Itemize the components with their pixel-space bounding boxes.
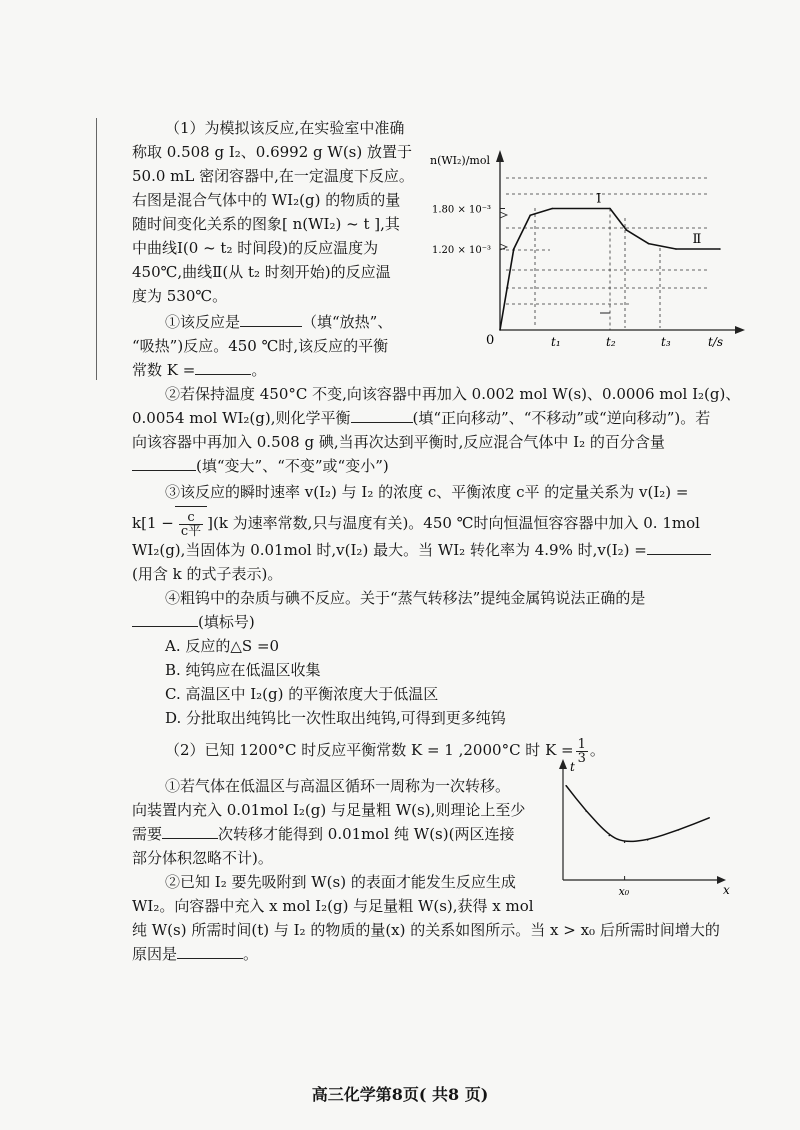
c1-point-1-1	[626, 229, 628, 231]
c1-origin: 0	[486, 333, 495, 348]
s2-text-a: 原因是	[132, 945, 178, 963]
s2-line-2: WI₂。向容器中充入 x mol I₂(g) 与足量粗 W(s),获得 x mol	[132, 897, 534, 915]
q1-text-a: ①该反应是	[165, 313, 241, 331]
q2-text-b: (填“正向移动”、“不移动”或“逆向移动”)。若	[412, 409, 711, 427]
q2-text-c: (填“变大”、“不变”或“变小”)	[196, 457, 389, 475]
c1-point-0-2	[529, 214, 531, 216]
q1-blank-1[interactable]	[240, 310, 302, 327]
c1-x-arrow	[735, 326, 745, 334]
q1-text-end: 。	[251, 361, 267, 379]
intro-line-3: 50.0 mL 密闭容器中,在一定温度下反应。	[132, 167, 414, 185]
c1-point-1-2	[648, 243, 650, 245]
q1-line-1	[165, 310, 392, 334]
q3-frac-den: c平	[180, 523, 202, 539]
c1-point-0-0	[499, 329, 501, 331]
c1-xtick-label-1: t₂	[606, 335, 616, 348]
q2-text-a: 0.0054 mol WI₂(g),则化学平衡	[132, 409, 351, 427]
page-footer: 高三化学第8页( 共8 页)	[311, 1085, 489, 1104]
s1-line-4: 部分体积忽略不计)。	[132, 849, 273, 867]
part2-text-a: （2）已知 1200°C 时反应平衡常数 K = 1 ,2000°C 时 K =	[165, 741, 574, 759]
q2-blank-1[interactable]	[351, 406, 413, 423]
part2-line-1	[165, 734, 605, 766]
s1-line-1: ①若气体在低温区与高温区循环一周称为一次转移。	[165, 777, 511, 795]
c2-series-0	[566, 786, 709, 842]
q3-line-2	[132, 506, 700, 539]
c1-y-arrow	[496, 150, 504, 162]
q3-frac-num: c	[179, 511, 203, 525]
c1-series-0	[500, 209, 610, 331]
c1-curve-label-2: Ⅱ	[692, 232, 702, 247]
c1-xtick-label-2: t₃	[661, 335, 671, 348]
c2-point-2	[609, 835, 610, 836]
q2-line-3: 向该容器中再加入 0.508 g 碘,当再次达到平衡时,反应混合气体中 I₂ 的百分含量	[132, 433, 665, 451]
c2-point-5	[678, 829, 679, 830]
c1-ylabel: n(WI₂)/mol	[430, 154, 491, 167]
c2-y-arrow	[559, 759, 567, 769]
c1-xtick-label-0: t₁	[551, 335, 561, 348]
c2-point-4	[647, 839, 648, 840]
q1-line-3	[132, 358, 266, 382]
q1-blank-2[interactable]	[195, 358, 251, 375]
intro-line-8: 度为 530℃。	[132, 287, 228, 305]
c1-ytick-label-0: 1.80 × 10⁻³	[432, 204, 492, 216]
option-d: D. 分批取出纯钨比一次性取出纯钨,可得到更多纯钨	[165, 709, 506, 727]
c1-curve-label-1: Ⅰ	[596, 191, 602, 207]
option-b: B. 纯钨应在低温区收集	[165, 661, 321, 679]
q4-text: (填标号)	[198, 613, 255, 631]
c2-ylabel: t	[570, 760, 575, 774]
c2-xtick-label-0: x₀	[618, 885, 630, 898]
q4-line-2	[132, 610, 255, 634]
chart-t-vs-x	[545, 755, 735, 900]
q2-line-2	[132, 406, 710, 430]
c1-xlabel: t/s	[708, 335, 724, 348]
option-c: C. 高温区中 I₂(g) 的平衡浓度大于低温区	[165, 685, 439, 703]
q3-rest: ](k 为速率常数,只与温度有关)。450 ℃时向恒温恒容容器中加入 0. 1mol	[207, 514, 700, 532]
c1-ytick-label-1: 1.20 × 10⁻³	[432, 245, 492, 256]
intro-line-7: 450℃,曲线Ⅱ(从 t₂ 时刻开始)的反应温	[132, 263, 391, 281]
q3-sqrt	[175, 506, 207, 539]
s1-line-3	[132, 822, 514, 846]
chart-n-wi2-vs-time	[430, 148, 750, 348]
intro-line-2: 称取 0.508 g I₂、0.6992 g W(s) 放置于	[132, 143, 412, 161]
c2-xlabel: x	[723, 883, 730, 897]
margin-line	[96, 118, 97, 380]
s1-text-b: 次转移才能得到 0.01mol 纯 W(s)(两区连接	[218, 825, 515, 843]
part2-frac-den: 3	[577, 750, 586, 766]
intro-line-6: 中曲线Ⅰ(0 ~ t₂ 时间段)的反应温度为	[132, 239, 379, 257]
q1-text-b: （填“放热”、	[302, 313, 393, 331]
c1-point-0-3	[551, 208, 553, 210]
part2-frac-num: 1	[577, 736, 586, 752]
part2-end: 。	[589, 741, 605, 759]
q2-blank-2[interactable]	[132, 454, 196, 471]
c1-series-1	[610, 209, 720, 250]
q3-line-1: ③该反应的瞬时速率 v(I₂) 与 I₂ 的浓度 c、平衡浓度 c平 的定量关系为 v(I₂) =	[165, 483, 689, 501]
q3-blank[interactable]	[647, 538, 711, 555]
s1-line-2: 向装置内充入 0.01mol I₂(g) 与足量粗 W(s),则理论上至少	[132, 801, 526, 819]
c2-point-0	[565, 785, 566, 786]
c2-point-3	[624, 842, 625, 843]
s2-line-4	[132, 942, 258, 966]
q4-line-1: ④粗钨中的杂质与碘不反应。关于“蒸气转移法”提纯金属钨说法正确的是	[165, 589, 646, 607]
option-a: A. 反应的△S =0	[165, 637, 280, 655]
c1-point-0-1	[513, 248, 515, 250]
intro-line-5: 随时间变化关系的图象[ n(WI₂) ~ t ],其	[132, 215, 400, 233]
q3-line-4: (用含 k 的式子表示)。	[132, 565, 283, 583]
s1-blank[interactable]	[162, 822, 218, 839]
s2-line-3: 纯 W(s) 所需时间(t) 与 I₂ 的物质的量(x) 的关系如图所示。当 x > x₀ 后所需时间增大的	[132, 921, 720, 939]
q2-line-1: ②若保持温度 450°C 不变,向该容器中再加入 0.002 mol W(s)、0.0006 mol I₂(g)、	[165, 385, 741, 403]
q2-line-4	[132, 454, 389, 478]
q1-line-2: “吸热”)反应。450 ℃时,该反应的平衡	[132, 337, 389, 355]
q3-text-a: WI₂(g),当固体为 0.01mol 时,v(I₂) 最大。当 WI₂ 转化率为 4.9% 时,v(I₂) =	[132, 541, 647, 559]
c1-point-1-3	[675, 248, 677, 250]
c1-point-1-4	[719, 248, 721, 250]
q1-text-c: 常数 K =	[132, 361, 196, 379]
s2-text-end: 。	[243, 945, 259, 963]
q3-k: k[1 −	[132, 514, 174, 532]
intro-line-1: （1）为模拟该反应,在实验室中准确	[165, 119, 405, 137]
intro-line-4: 右图是混合气体中的 WI₂(g) 的物质的量	[132, 191, 401, 209]
s2-blank[interactable]	[177, 942, 243, 959]
s2-line-1: ②已知 I₂ 要先吸附到 W(s) 的表面才能发生反应生成	[165, 873, 516, 891]
c2-point-1	[585, 810, 586, 811]
q3-line-3	[132, 538, 711, 562]
q3-frac	[179, 511, 203, 538]
q4-blank[interactable]	[132, 610, 198, 627]
c1-tick-marker-1	[500, 212, 507, 218]
c2-point-6	[709, 817, 710, 818]
s1-text-a: 需要	[132, 825, 163, 843]
